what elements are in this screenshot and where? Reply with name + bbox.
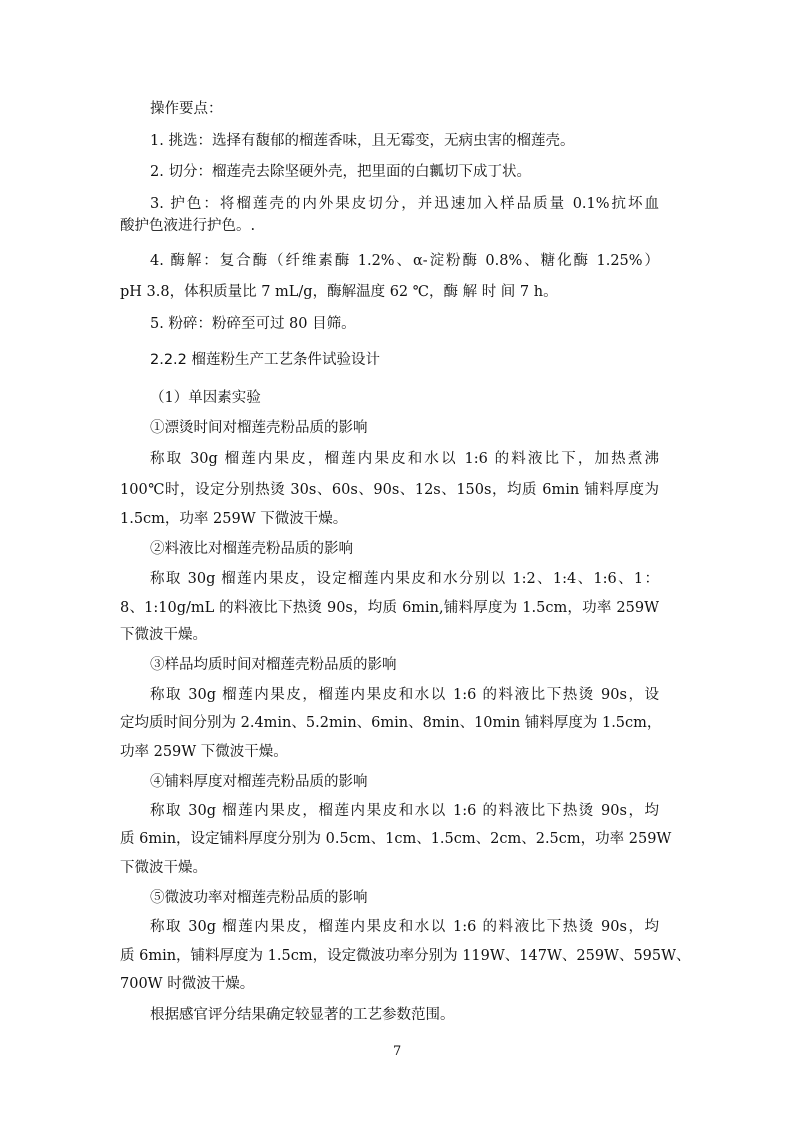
factor-5-title: ⑤微波功率对榴莲壳粉品质的影响	[150, 890, 368, 906]
step-4-text: 4. 酶解：复合酶（纤维素酶 1.2%、α-淀粉酶 0.8%、糖化酶 1.25%）	[150, 253, 659, 269]
page-number: 7	[393, 1044, 402, 1059]
step-2-text: 2. 切分：榴莲壳去除坚硬外壳，把里面的白瓤切下成丁状。	[150, 164, 531, 180]
factor-4-title: ④铺料厚度对榴莲壳粉品质的影响	[150, 774, 368, 790]
section-label: 操作要点：	[150, 101, 223, 117]
step-3-text: 3. 护色：将榴莲壳的内外果皮切分，并迅速加入样品质量 0.1%抗坏血	[150, 196, 659, 212]
factor-3-text-cont: 定均质时间分别为 2.4min、5.2min、6min、8min、10min 铺料厚度为 1.5cm，	[120, 715, 662, 731]
step-4-text-cont: pH 3.8，体积质量比 7 mL/g，酶解温度 62 ℃，酶 解 时 间 7 h。	[120, 284, 558, 300]
factor-5-text-cont: 质 6min，铺料厚度为 1.5cm，设定微波功率分别为 119W、147W、259W、595W、	[120, 948, 691, 964]
factor-4-text-end: 下微波干燥。	[120, 860, 207, 876]
factor-4-text-cont: 质 6min，设定铺料厚度分别为 0.5cm、1cm、1.5cm、2cm、2.5cm，功率 259W	[120, 831, 672, 847]
section-heading: 2.2.2 榴莲粉生产工艺条件试验设计	[150, 352, 381, 368]
factor-3-text-end: 功率 259W 下微波干燥。	[120, 744, 288, 760]
factor-5-text: 称取 30g 榴莲内果皮，榴莲内果皮和水以 1:6 的料液比下热烫 90s，均	[150, 919, 659, 935]
factor-2-text: 称取 30g 榴莲内果皮，设定榴莲内果皮和水分别以 1:2、1:4、1:6、1：	[150, 571, 659, 587]
subsection-title: （1）单因素实验	[150, 390, 261, 406]
factor-3-text: 称取 30g 榴莲内果皮，榴莲内果皮和水以 1:6 的料液比下热烫 90s，设	[150, 687, 659, 703]
factor-1-title: ①漂烫时间对榴莲壳粉品质的影响	[150, 420, 368, 436]
factor-3-title: ③样品均质时间对榴莲壳粉品质的影响	[150, 657, 397, 673]
factor-2-text-end: 下微波干燥。	[120, 627, 207, 643]
factor-2-text-cont: 8、1:10g/mL 的料液比下热烫 90s，均质 6min,铺料厚度为 1.5cm，功率 259W	[120, 600, 659, 616]
conclusion-text: 根据感官评分结果确定较显著的工艺参数范围。	[150, 1007, 455, 1023]
step-5-text: 5. 粉碎：粉碎至可过 80 目筛。	[150, 316, 356, 332]
step-1-text: 1. 挑选：选择有馥郁的榴莲香味，且无霉变，无病虫害的榴莲壳。	[150, 133, 575, 149]
factor-2-title: ②料液比对榴莲壳粉品质的影响	[150, 541, 353, 557]
factor-1-text-cont: 100℃时，设定分别热烫 30s、60s、90s、12s、150s，均质 6min 铺料厚度为	[120, 482, 659, 498]
factor-4-text: 称取 30g 榴莲内果皮，榴莲内果皮和水以 1:6 的料液比下热烫 90s，均	[150, 803, 659, 819]
factor-1-text: 称取 30g 榴莲内果皮，榴莲内果皮和水以 1:6 的料液比下，加热煮沸	[150, 451, 659, 467]
step-3-text-cont: 酸护色液进行护色。.	[120, 218, 256, 234]
factor-5-text-end: 700W 时微波干燥。	[120, 976, 255, 992]
factor-1-text-end: 1.5cm，功率 259W 下微波干燥。	[120, 511, 348, 527]
